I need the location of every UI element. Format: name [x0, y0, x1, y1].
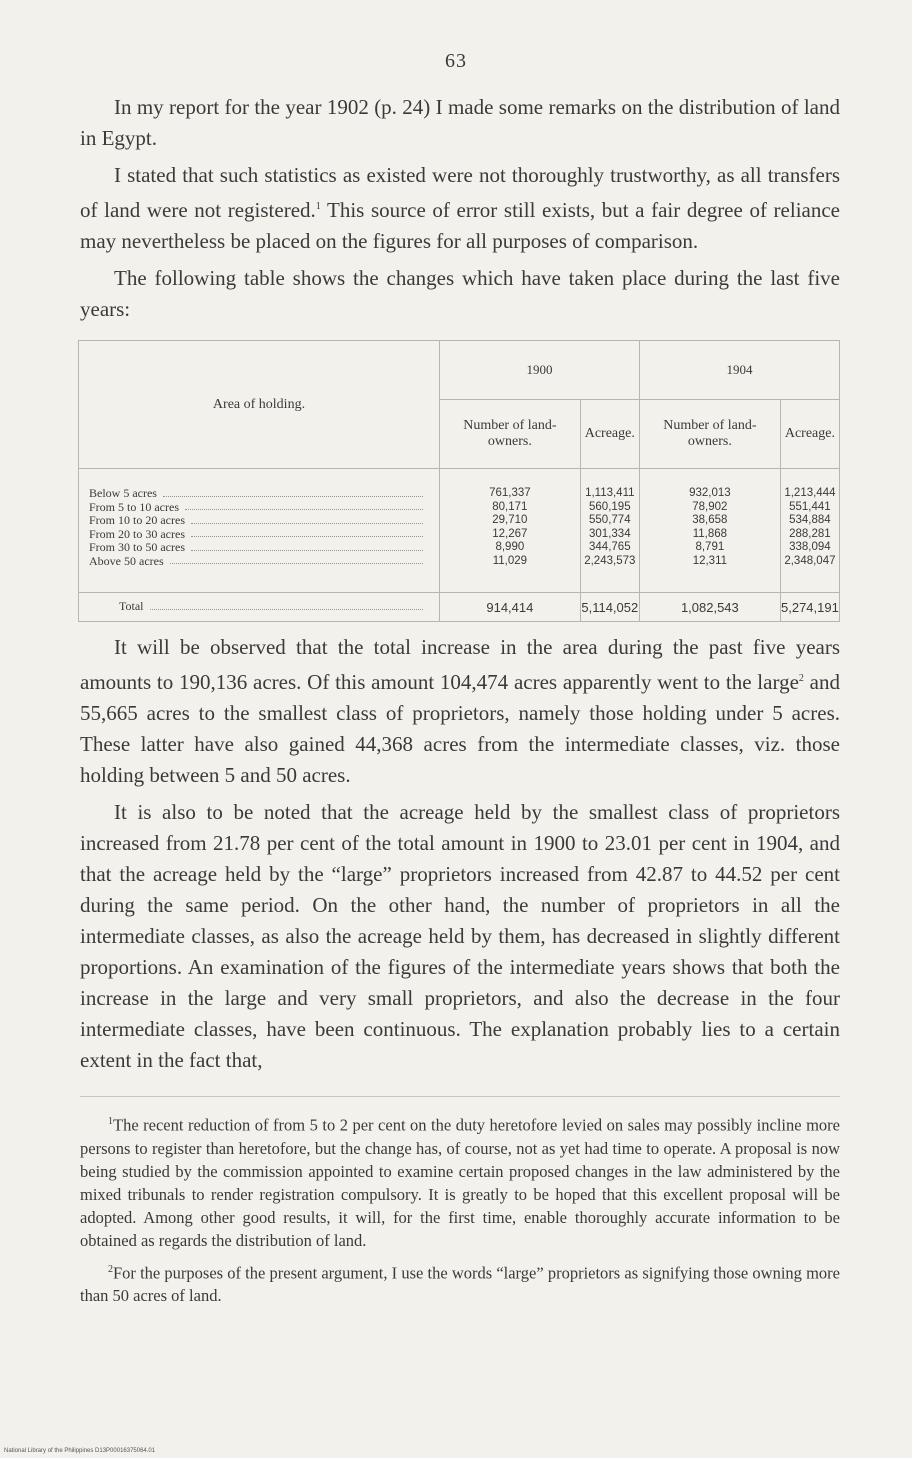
row-labels [79, 469, 440, 593]
table-cell: 29,710 [492, 514, 528, 526]
acreage-1904-column [780, 469, 839, 593]
footnote-divider [80, 1096, 840, 1097]
acreage-header-1904: Acreage. [780, 400, 839, 469]
footnote-ref-1[interactable]: 1 [315, 201, 321, 212]
acreage-1900-column [580, 469, 639, 593]
total-cell: 5,114,052 [580, 593, 639, 622]
footnotes [80, 1110, 840, 1313]
intro-text [80, 92, 840, 331]
table-cell: 2,348,047 [784, 554, 836, 567]
owners-header-1904: Number of land-owners. [639, 400, 780, 469]
total-cell: 1,082,543 [639, 593, 780, 622]
year-header-1904: 1904 [639, 341, 839, 400]
paragraph-5: It is also to be noted that the acreage held by the smallest class of proprietors increased from 21.78 per cent of the total amount in 1900 to 23.01 per cent in 1904, and that the acreage held by the “large” proprietors increased from 42.87 to 44.52 per cent during the same period. On the other hand, the number of proprietors in all the intermediate classes, as also the acreage held by them, has decreased in slightly different proportions. An examination of the figures of the intermediate years shows that both the increase in the large and very small proprietors, and also the decrease in the four intermediate classes, have been continuous. The explanation probably lies to a certain extent in the fact that, [80, 800, 840, 1072]
total-cell: 914,414 [440, 593, 581, 622]
paragraph-3: The following table shows the changes which have taken place during the last five years: [80, 266, 840, 321]
paragraph-4: It will be observed that the total increase in the area during the past five years amounts to 190,136 acres. Of this amount 104,474 acres apparently went to the large$^2$ and 55,665 acres to the smallest class of proprietors, namely those holding under 5 acres. These latter have also gained 44,368 acres from the intermediate classes, viz. those holding between 5 and 50 acres. [80, 635, 840, 787]
owners-1904-column [639, 469, 780, 593]
table-cell: 344,765 [589, 541, 631, 553]
table-cell: 11,868 [692, 527, 728, 540]
total-row [79, 593, 840, 622]
page-number: 63 [445, 50, 467, 72]
table-cell: 11,029 [492, 554, 528, 567]
table-cell: 12,267 [492, 527, 528, 540]
table-cell: 1,113,411 [585, 487, 635, 499]
table-cell: 534,884 [789, 514, 831, 526]
table-cell: 560,195 [589, 500, 631, 513]
table-row-label: Below 5 acres [89, 487, 429, 501]
table-cell: 8,791 [695, 541, 725, 553]
table-cell: 12,311 [692, 554, 728, 567]
library-stamp: National Library of the Philippines D13P00016375064.01 [4, 1448, 156, 1454]
footnote-ref-2[interactable]: 2 [798, 673, 804, 684]
table-cell: 288,281 [789, 527, 831, 540]
table-row-label: Above 50 acres [89, 555, 429, 569]
table-cell: 338,094 [789, 541, 831, 553]
footnote-1: $^1$The recent reduction of from 5 to 2 per cent on the duty heretofore levied on sales may possibly incline more persons to register than heretofore, but the change has, of course, not as yet had time to operate. A proposal is now being studied by the commission appointed to examine certain proposed changes in the law administered by the mixed tribunals to render registration compulsory. It is greatly to be hoped that this excellent proposal will be adopted. Among other good results, it will, for the first time, enable thoroughly accurate information to be obtained as regards the distribution of land. [80, 1115, 840, 1250]
table-cell: 551,441 [789, 500, 831, 513]
table-cell: 8,990 [495, 541, 525, 553]
table-cell: 78,902 [692, 500, 728, 513]
table-cell: 932,013 [689, 487, 731, 499]
table-row-label: From 10 to 20 acres [89, 514, 429, 528]
paragraph-1: In my report for the year 1902 (p. 24) I made some remarks on the distribution of land in Egypt. [80, 95, 840, 150]
total-label: Total [89, 600, 429, 614]
table-row-label: From 30 to 50 acres [89, 541, 429, 555]
table-cell: 2,243,573 [584, 554, 636, 567]
owners-header-1900: Number of land-owners. [440, 400, 581, 469]
table-cell: 38,658 [692, 514, 728, 526]
acreage-header-1900: Acreage. [580, 400, 639, 469]
table-cell: 80,171 [492, 500, 528, 513]
table-cell: 301,334 [589, 527, 631, 540]
table-cell: 1,213,444 [784, 487, 836, 499]
table-row-label: From 20 to 30 acres [89, 528, 429, 542]
table-cell: 550,774 [589, 514, 631, 526]
table-cell: 761,337 [489, 487, 531, 499]
area-header: Area of holding. [79, 341, 440, 469]
land-distribution-table [78, 340, 840, 622]
analysis-text [80, 632, 840, 1082]
paragraph-2: I stated that such statistics as existed were not thoroughly trustworthy, as all transfers of land were not registered.$^1$ This source of error still exists, but a fair degree of reliance may nevertheless be placed on the figures for all purposes of comparison. [80, 163, 840, 253]
owners-1900-column [440, 469, 581, 593]
footnote-2: $^2$For the purposes of the present argument, I use the words “large” proprietors as signifying those owning more than 50 acres of land. [80, 1263, 840, 1305]
total-cell: 5,274,191 [780, 593, 839, 622]
table-row-label: From 5 to 10 acres [89, 501, 429, 515]
year-header-1900: 1900 [440, 341, 640, 400]
